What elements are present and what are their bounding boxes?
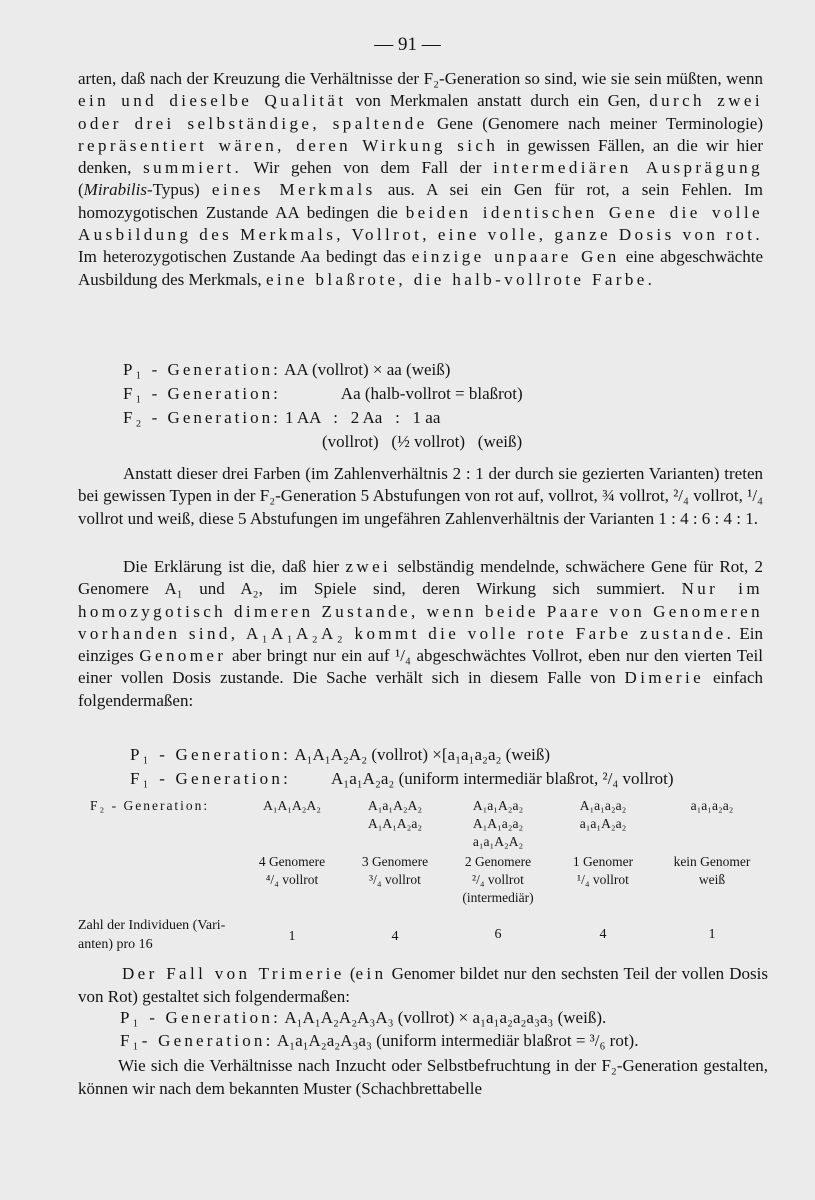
generation-value: A₁A₁A₂A₂ (vollrot) ×[a₁a₁a₂a₂ (weiß) [294, 745, 551, 764]
genotype: a₁a₁A₂A₂ [472, 834, 524, 849]
emphasis-run: beiden identischen Gene die volle Ausbildung des Merkmals, Vollrot, eine volle, ganze Dosis von rot. [78, 202, 763, 245]
text-run: eine abgeschwächte Ausbildung des Merkmals, [78, 247, 763, 289]
genotype: A₁A₁A₂A₂ [263, 798, 321, 813]
generation-label: F₁- Generation: [120, 1031, 274, 1050]
emphasis-run: Nur im homozygotisch dimeren Zustande, wenn beide Paare von Genomeren vorhanden sind, A₁A₁A₂A₂ kommt die volle rote Farbe zustande. [78, 579, 763, 643]
genotype: A₁a₁A₂A₂ [367, 798, 423, 813]
shade-column [242, 853, 342, 889]
generation-value: A₁a₁A₂a₂A₃a₃ (uniform intermediär blaßrot = ³/₆ rot). [276, 1031, 639, 1050]
paragraph-dimerie [78, 556, 763, 712]
genomere-count: 1 Genomer [572, 854, 634, 869]
text-run: Gene (Genomere nach meiner Terminologie) [427, 113, 764, 133]
count-value: 1 [708, 927, 716, 942]
shade-column [448, 853, 548, 907]
generation-value: A₁a₁A₂a₂ (uniform intermediär blaßrot, ²/₄ vollrot) [331, 769, 674, 788]
page-number: — 91 — [374, 34, 441, 55]
text-run: selbständig mendelnde, schwächere Gene für Rot, 2 Genomere A₁ und A₂, im Spiele sind, deren Wirkung sich summiert. [78, 557, 764, 599]
genotype: a₁a₁a₂a₂ [690, 798, 734, 813]
shade-value: ³/₄ vollrot [369, 872, 421, 887]
emphasis-run: eine blaßrote, die halb-vollrote Farbe. [265, 269, 656, 289]
text-run: -Typus) [146, 180, 212, 200]
text-run: arten, daß nach der Kreuzung die Verhältnisse der F₂-Generation so sind, wie sie sein müßten, wenn [78, 69, 763, 88]
emphasis-run: einzige unpaare Gen [411, 247, 620, 267]
emphasis-run: ein und dieselbe Qualität [78, 91, 347, 111]
text-run: einfach folgendermaßen: [78, 668, 763, 710]
count-label-line: Zahl der Individuen (Vari- [78, 918, 226, 933]
cross1-f1-row [123, 384, 523, 404]
emphasis-run: Genomer [139, 646, 227, 666]
emphasis-run: durch zwei oder drei selbständige, spaltende [78, 91, 763, 133]
emphasis-run: ein [355, 964, 387, 983]
generation-label: P₁ - Generation: [123, 360, 281, 379]
italic-run: Mirabilis [83, 180, 147, 200]
genotype: a₁a₁A₂a₂ [579, 816, 627, 831]
generation-label: F₁ - Generation: [123, 384, 281, 403]
text-run: ( [78, 180, 84, 200]
count-value: 1 [288, 929, 296, 944]
cross3-f1-row [120, 1031, 638, 1051]
genomere-count: 4 Genomere [258, 854, 326, 869]
text-run: Im heterozygotischen Zustande Aa bedingt das [78, 247, 412, 267]
generation-value: A₁A₁A₂A₂A₃A₃ (vollrot) × a₁a₁a₂a₂a₃a₃ (weiß). [284, 1008, 607, 1027]
shade-note: (intermediär) [462, 890, 534, 905]
cross2-f1-row [130, 769, 674, 789]
emphasis-run: intermediären Ausprägung [493, 158, 763, 178]
paragraph-five-shades: Anstatt dieser drei Farben (im Zahlenverhältnis 2 : 1 der durch sie gezierten Varianten) treten bei gewissen Typen in der F₂-Generation 5 Abstufungen von rot auf, vollrot, ¾ vollrot, ²/₄ vollrot, ¹/₄ vollrot und weiß, diese 5 Abstufungen im ungefähren Zahlenverhältnis der Varianten 1 : 4 : 6 : 4 : 1. [78, 464, 763, 528]
cross2-f2-label: F₂ - Generation: [90, 798, 210, 813]
text-run: Wir gehen von dem Fall der [242, 158, 494, 178]
generation-value: AA (vollrot) × aa (weiß) [284, 360, 451, 379]
text-run: aber bringt nur ein auf ¹/₄ abgeschwächtes Vollrot, eben nur den vierten Teil einer vollen Dosis zustande. Die Sache verhält sich in diesem Falle von [78, 646, 763, 688]
shade-value: ²/₄ vollrot [472, 872, 524, 887]
count-value: 4 [391, 929, 399, 944]
cross1-f2-notes: (vollrot) (½ vollrot) (weiß) [322, 432, 523, 451]
genotype-column [355, 797, 435, 833]
emphasis-run: summiert. [143, 158, 243, 178]
genotype: A₁A₁a₂a₂ [472, 816, 524, 831]
count-value: 4 [599, 927, 607, 942]
text-run: ( [344, 964, 356, 983]
generation-value: 1 AA : 2 Aa : 1 aa [285, 408, 441, 427]
generation-label: F₂ - Generation: [123, 408, 281, 427]
emphasis-run: zwei [345, 557, 392, 576]
generation-label: F₁ - Generation: [130, 769, 291, 788]
cross3-p1-row [120, 1008, 606, 1028]
genotype: A₁A₁A₂a₂ [367, 816, 423, 831]
shade-column [345, 853, 445, 889]
emphasis-run: eines Merkmals [211, 180, 376, 200]
text-run: aus. A sei ein Gen für rot, a sein Fehlen. Im homozygotischen Zustande AA bedingen die [78, 180, 763, 222]
genotype-column [252, 797, 332, 815]
text-run: Genomer bildet nur den sechsten Teil der vollen Dosis von Rot) gestaltet sich folgendermaßen: [78, 964, 768, 1006]
text-run: von Merkmalen anstatt durch ein Gen, [346, 91, 650, 111]
emphasis-run: repräsentiert wären, deren Wirkung sich [78, 135, 499, 155]
text-run: Die Erklärung ist die, daß hier [123, 557, 346, 576]
count-value: 6 [494, 927, 502, 942]
cross1-f2-row [123, 408, 440, 428]
cross1-p1-row [123, 360, 450, 380]
shade-value: weiß [698, 872, 726, 887]
text-run: in gewissen Fällen, an die wir hier denken, [78, 135, 763, 178]
shade-value: ⁴/₄ vollrot [265, 872, 319, 887]
generation-label: P₁ - Generation: [120, 1008, 281, 1027]
emphasis-run: Der Fall von Trimerie [122, 964, 345, 983]
genomere-count: kein Genomer [673, 854, 751, 869]
emphasis-run: Dimerie [624, 668, 705, 688]
cross2-p1-row [130, 745, 550, 765]
shade-value: ¹/₄ vollrot [577, 872, 629, 887]
genotype: A₁a₁a₂a₂ [579, 798, 627, 813]
paragraph-f2-pattern: Wie sich die Verhältnisse nach Inzucht oder Selbstbefruchtung in der F₂-Generation gestalten, können wir nach dem bekannten Muster (Schachbrettabelle [78, 1056, 768, 1098]
genotype-column [458, 797, 538, 851]
genomere-count: 3 Genomere [361, 854, 429, 869]
paragraph-intro [78, 68, 763, 291]
shade-column [662, 853, 762, 889]
count-label-line: anten) pro 16 [78, 937, 153, 952]
genotype-column [672, 797, 752, 815]
genotype: A₁a₁A₂a₂ [472, 798, 524, 813]
text-run: Ein einziges [78, 623, 763, 666]
shade-column [553, 853, 653, 889]
count-label [78, 916, 225, 954]
generation-label: P₁ - Generation: [130, 745, 291, 764]
genomere-count: 2 Genomere [464, 854, 532, 869]
paragraph-trimerie [78, 963, 768, 1008]
genotype-column [563, 797, 643, 833]
generation-value: Aa (halb-vollrot = blaßrot) [340, 384, 523, 403]
